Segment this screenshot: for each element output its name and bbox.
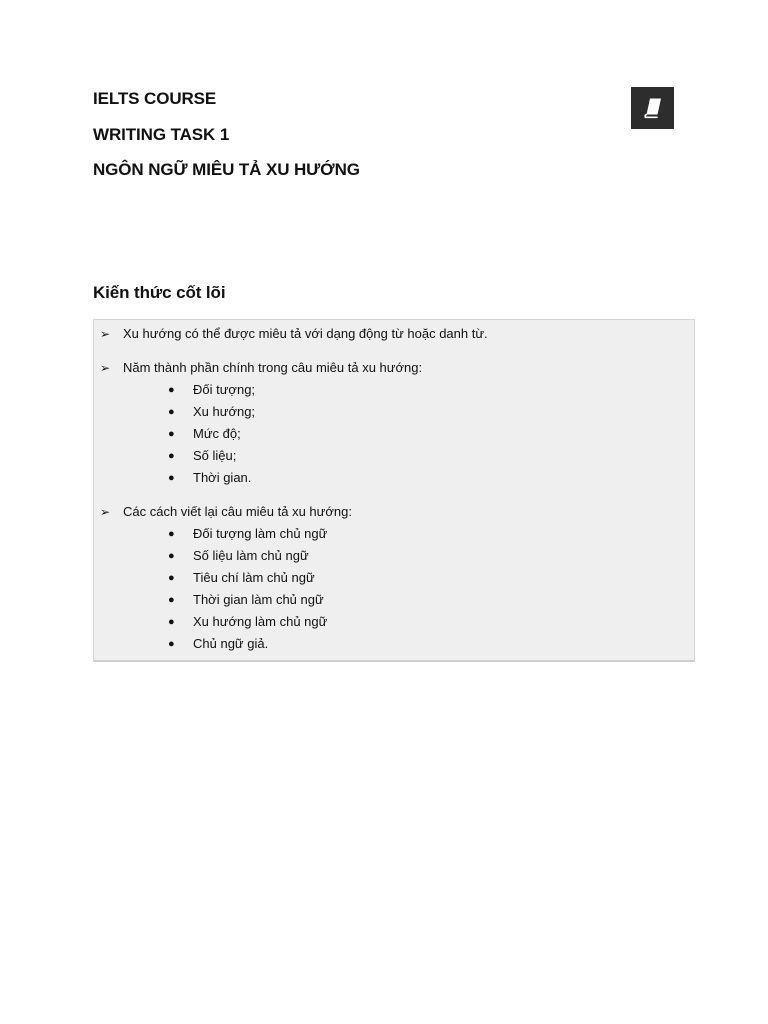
sub-list-item-text: Số liệu; xyxy=(193,448,237,463)
sub-list-item-text: Tiêu chí làm chủ ngữ xyxy=(193,570,315,585)
dot-bullet-icon: ● xyxy=(168,616,175,628)
dot-bullet-icon: ● xyxy=(168,594,175,606)
list-item xyxy=(100,504,352,520)
list-item-text: Xu hướng có thể được miêu tả với dạng động từ hoặc danh từ. xyxy=(123,326,488,341)
sub-list-item xyxy=(168,526,327,548)
sub-list-item-text: Thời gian. xyxy=(193,470,252,485)
sub-list-item xyxy=(168,636,327,658)
dot-bullet-icon: ● xyxy=(168,528,175,540)
dot-bullet-icon: ● xyxy=(168,550,175,562)
sub-list-item xyxy=(168,382,255,404)
sub-list-item-text: Đối tượng làm chủ ngữ xyxy=(193,526,328,541)
sub-list-item-text: Số liệu làm chủ ngữ xyxy=(193,548,309,563)
arrow-bullet-icon: ➢ xyxy=(100,361,111,375)
sub-list-item-text: Thời gian làm chủ ngữ xyxy=(193,592,324,607)
dot-bullet-icon: ● xyxy=(168,406,175,418)
dot-bullet-icon: ● xyxy=(168,450,175,462)
sub-list-item xyxy=(168,548,327,570)
book-badge xyxy=(631,87,674,129)
sub-list-item-text: Xu hướng làm chủ ngữ xyxy=(193,614,328,629)
dot-bullet-icon: ● xyxy=(168,384,175,396)
sub-list-item-text: Xu hướng; xyxy=(193,404,256,419)
dot-bullet-icon: ● xyxy=(168,428,175,440)
arrow-bullet-icon: ➢ xyxy=(100,327,111,341)
sub-list-item xyxy=(168,404,255,426)
sub-list-item xyxy=(168,570,327,592)
task-title: WRITING TASK 1 xyxy=(93,124,230,144)
sub-list-item xyxy=(168,426,255,448)
sub-list-item-text: Đối tượng; xyxy=(193,382,256,397)
sub-list-components xyxy=(168,382,255,492)
sub-list-item xyxy=(168,448,255,470)
list-item xyxy=(100,326,488,342)
arrow-bullet-icon: ➢ xyxy=(100,505,111,519)
book-icon xyxy=(641,96,665,120)
dot-bullet-icon: ● xyxy=(168,572,175,584)
document-header xyxy=(93,88,360,195)
core-knowledge-box xyxy=(93,319,695,662)
sub-list-item-text: Mức độ; xyxy=(193,426,241,441)
dot-bullet-icon: ● xyxy=(168,472,175,484)
course-title: IELTS COURSE xyxy=(93,89,217,108)
sub-list-item xyxy=(168,592,327,614)
section-title: Kiến thức cốt lõi xyxy=(93,283,226,302)
list-item-text: Các cách viết lại câu miêu tả xu hướng: xyxy=(123,504,352,519)
topic-title: NGÔN NGỮ MIÊU TẢ XU HƯỚNG xyxy=(93,160,360,179)
dot-bullet-icon: ● xyxy=(168,638,175,650)
sub-list-item xyxy=(168,470,255,492)
list-item xyxy=(100,360,422,376)
sub-list-item-text: Chủ ngữ giả. xyxy=(193,636,269,651)
sub-list-item xyxy=(168,614,327,636)
sub-list-rewrites xyxy=(168,526,327,658)
list-item-text: Năm thành phần chính trong câu miêu tả xu hướng: xyxy=(123,360,423,375)
